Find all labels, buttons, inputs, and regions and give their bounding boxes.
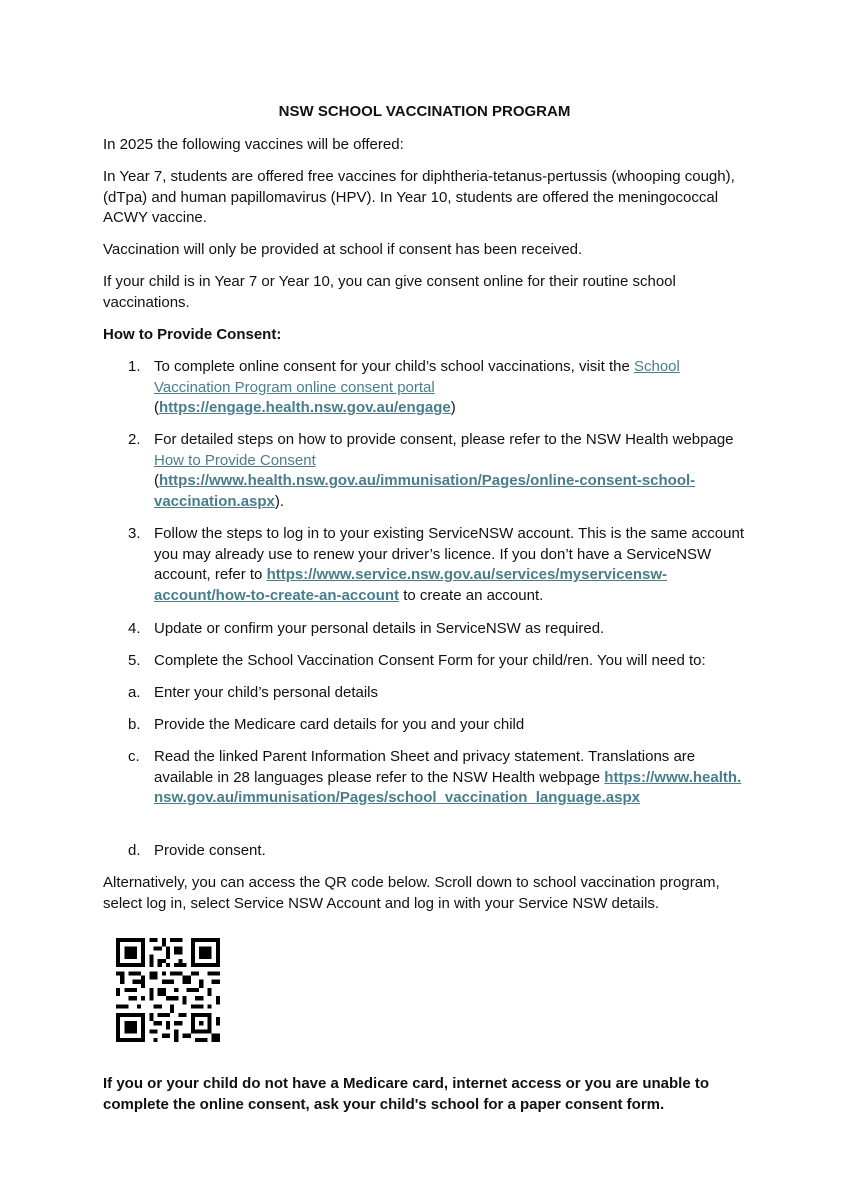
list-letter: b. (128, 716, 141, 733)
how-to-provide-consent-link[interactable]: How to Provide Consent (154, 451, 316, 469)
list-number: 4. (128, 620, 141, 637)
list-letter: c. (128, 748, 140, 765)
list-text: Provide the Medicare card details for you and your child (154, 716, 525, 733)
qr-paragraph: Alternatively, you can access the QR code below. Scroll down to school vaccination program, select log in, select Service NSW Account and log in with your Service NSW details. (103, 874, 720, 912)
create-account-url-link[interactable]: https://www.service.nsw.gov.au/services/myservicensw-account/how-to-create-an-account (154, 566, 668, 604)
list-item (128, 683, 748, 704)
list-text: Read the linked Parent Information Sheet and privacy statement. Translations are available in 28 languages please refer to the NSW Health webpage (154, 748, 696, 786)
language-url-link[interactable]: https://www.health.nsw.gov.au/immunisation/Pages/school_vaccination_language.aspx (154, 768, 742, 806)
list-item: 1. To complete online consent for your child’s school vaccinations, visit the School Vaccination Program online consent portal (https://engage.health.nsw.gov.au/engage) (128, 358, 680, 416)
list-item (128, 841, 748, 862)
consent-portal-link[interactable]: School Vaccination Program online consent portal (154, 358, 680, 396)
how-heading: How to Provide Consent: (103, 326, 282, 343)
list-item: 2. For detailed steps on how to provide consent, please refer to the NSW Health webpage How to Provide Consent (https://www.health.nsw.gov.au/immunisation/Pages/online-consent-school-vaccination.aspx). (128, 431, 734, 510)
list-letter: a. (128, 684, 141, 701)
online-paragraph: If your child is in Year 7 or Year 10, you can give consent online for their routine school vaccinations. (103, 273, 676, 311)
list-item (128, 619, 748, 640)
qr-code[interactable] (116, 938, 220, 1042)
list-text: For detailed steps on how to provide consent, please refer to the NSW Health webpage (154, 431, 734, 448)
consent-paragraph: Vaccination will only be provided at school if consent has been received. (103, 241, 583, 258)
list-number: 2. (128, 431, 141, 448)
list-text: Complete the School Vaccination Consent Form for your child/ren. You will need to: (154, 652, 706, 669)
list-text: Follow the steps to log in to your existing ServiceNSW account. This is the same account you may already use to renew your driver’s licence. If you don’t have a ServiceNSW account, refer to (154, 525, 744, 583)
list-text: Enter your child’s personal details (154, 684, 379, 701)
list-item: 3. Follow the steps to log in to your existing ServiceNSW account. This is the same account you may already use to renew your driver’s licence. If you don’t have a ServiceNSW account, refer to https://www.service.nsw.gov.au/services/myservicensw-account/how-to-create-an-account to create an account. (128, 525, 744, 604)
footer-note: If you or your child do not have a Medicare card, internet access or you are unable to complete the online consent, ask your child's school for a paper consent form. (103, 1075, 709, 1113)
year-paragraph: In Year 7, students are offered free vaccines for diphtheria-tetanus-pertussis (whooping cough), (dTpa) and human papillomavirus (HPV). In Year 10, students are offered the meningococcal ACWY vaccine. (103, 168, 735, 226)
list-text: Update or confirm your personal details in ServiceNSW as required. (154, 620, 605, 637)
list-item (128, 715, 748, 736)
page-title: NSW SCHOOL VACCINATION PROGRAM (278, 103, 571, 120)
consent-webpage-url-link[interactable]: https://www.health.nsw.gov.au/immunisation/Pages/online-consent-school-vaccination.aspx (154, 472, 696, 510)
list-item (128, 747, 748, 809)
list-item (128, 651, 748, 672)
list-text: To complete online consent for your child’s school vaccinations, visit the (154, 358, 634, 375)
list-letter: d. (128, 842, 141, 859)
list-number: 3. (128, 525, 141, 542)
engage-url-link[interactable]: https://engage.health.nsw.gov.au/engage (159, 399, 451, 416)
intro-paragraph: In 2025 the following vaccines will be offered: (103, 136, 404, 153)
list-text: Provide consent. (154, 842, 266, 859)
list-number: 1. (128, 358, 141, 375)
list-number: 5. (128, 652, 141, 669)
